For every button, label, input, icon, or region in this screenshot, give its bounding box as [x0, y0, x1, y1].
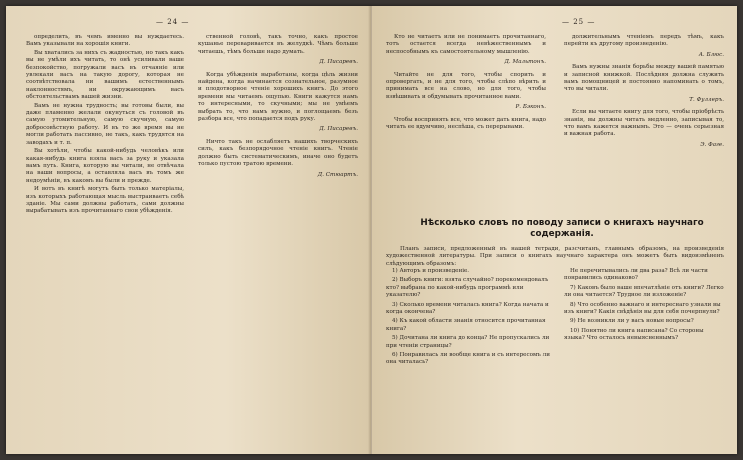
- quotation: ственной головѣ, такъ точно, какъ простое кушанье переваривается въ желудкѣ. Чѣмъ больше читаешь, тѣмъ больше надо думать.: [198, 34, 358, 55]
- quote-author: Д. Писаревъ.: [319, 59, 358, 66]
- quotation: Кто не читаетъ или не понимаетъ прочитаннаго, тотъ остается всегда невѣжественнымъ и неспособнымъ къ самостоятельному мышленію.: [386, 34, 546, 55]
- section-heading: Нѣсколько словъ по поводу записи о книгахъ научнаго содержанія.: [420, 218, 704, 239]
- list-item: 9) Не возникли ли у васъ новые вопросы?: [570, 318, 694, 325]
- quote-author: Д. Мальтонъ.: [504, 59, 546, 66]
- list-item: 2) Выборъ книги: взята случайно? порекомендовалъ кто? выбрана по какой-нибудь программѣ или указателю?: [386, 277, 549, 299]
- paragraph: И вотъ въ книгѣ могутъ быть только матеріалы, изъ которыхъ работающая мысль выстраиваетъ себѣ зданіе. Мы сами должны работать, сами должны вырабатывать изъ прочитаннаго свои убѣжденія.: [26, 186, 184, 215]
- quote-author: А. Блюс.: [698, 51, 724, 58]
- list-item: 5) Дочитана ли книга до конца? Не пропускались ли при чтеніи страницы?: [386, 335, 550, 349]
- quotation: Если вы читаете книгу для того, чтобы пріобрѣсть знанія, вы должны читать медленно, записывая то, что вамъ кажется важнымъ. Это — очень серьезная и важная работа.: [564, 109, 724, 138]
- question-list: [386, 268, 550, 369]
- paragraph: Вы хватались за нихъ съ жадностью, но такъ какъ вы не умѣли ихъ читать, то онѣ усиливали ваше безпокойство, погружали васъ въ отчаяніе или увлекали васъ на такую дорогу, которая не соотвѣтствовала ни вашимъ естественнымъ наклонностямъ, ни окружающимъ васъ обстоятельствамъ вашей жизни.: [26, 49, 184, 101]
- quote-author: Т. Фуллеръ.: [689, 96, 724, 103]
- quote-column: [386, 34, 546, 134]
- list-item: 6) Понравилась ли вообще книга и съ интересомъ ли она читалась?: [386, 352, 550, 366]
- page-number: — 24 —: [156, 18, 190, 26]
- intro-paragraph: [386, 246, 724, 268]
- quote-author: Э. Фаге.: [700, 141, 724, 148]
- page-number: — 25 —: [562, 18, 596, 26]
- quote-author: Р. Бэконъ.: [515, 104, 546, 111]
- paragraph: Вы хотѣли, чтобы какой-нибудь человѣкъ или какая-нибудь книга взяла васъ за руку и указала вамъ путь. Книга, которую вы читали, не отвѣчала на ваши вопросы, а оставляла васъ въ томъ же недоумѣніи, въ какомъ вы были и прежде.: [26, 148, 184, 184]
- list-item: 7) Каковъ было ваше впечатлѣніе отъ книги? Легко ли она читается? Трудное ли изложеніе?: [564, 284, 724, 299]
- quotation: должительнымъ чтеніемъ передъ тѣмъ, какъ перейти къ другому произведенію.: [564, 34, 724, 48]
- quotation: Читайте не для того, чтобы спорить и опровергать, и не для того, чтобы слѣпо вѣрить и принимать все на слово, но для того, чтобы взвѣшивать и обдумывать прочитанное вами.: [386, 71, 546, 100]
- quote-author: Д. Стюартъ.: [317, 171, 358, 178]
- quotation: Ничто такъ не ослабляетъ нашихъ творческихъ силъ, какъ безпорядочное чтеніе книгъ. Чтеніе должно быть систематическимъ, иначе оно будетъ только пустою тратою времени.: [198, 138, 358, 168]
- question-list: [564, 268, 724, 345]
- quote-author: Д. Писаревъ.: [319, 126, 358, 133]
- book-spread: [6, 6, 737, 454]
- quotation: Когда убѣжденія выработаны, когда цѣль жизни найдена, когда начинается сознательное, разумное и плодотворное чтеніе хорошихъ книгъ. До этого времени мы читаемъ ощупью. Книги кажутся намъ то интересными, то скучными; мы не умѣемъ выбрать то, что намъ нужно, и поглощаемъ безъ разбора все, что попадается подъ руку.: [198, 71, 358, 123]
- list-item: 3) Сколько времени читалась книга? Когда начата и когда окончена?: [386, 301, 549, 316]
- list-item: 4) Къ какой области знанія относится прочитанная книга?: [386, 318, 546, 332]
- quote-column: [198, 34, 358, 184]
- paragraph: Планъ записи, предложенный въ нашей тетради, разсчитанъ, главнымъ образомъ, на произведенія художественной литературы. При записи о книгахъ научнаго характера онъ можетъ быть видоизмѣненъ слѣдующимъ образомъ:: [386, 246, 724, 267]
- list-item: Не перечитывались ли два раза? Всѣ ли части понравились одинаково?: [564, 268, 708, 282]
- quotation: Вамъ нужны знанія борьбы между вашей памятью и записной книжкой. Послѣдняя должна служить вамъ помощницей и постоянно напоминать о томъ, что вы читали.: [564, 64, 724, 93]
- quotation: Чтобы воспринять все, что может дать книга, надо читать ее вдумчиво, неспѣша, съ перерывами.: [386, 116, 546, 131]
- right-page: [372, 6, 737, 454]
- paragraph: Вамъ не нужна трудность; вы готовы были, вы даже пламенно желали окунуться съ головой въ самую утомительную, самую скучную, самую добросовѣстную работу. И въ то же время вы не могли работать пассивно, не такъ, какъ трудятся на заводахъ и т. п.: [26, 102, 184, 146]
- quote-column: [564, 34, 724, 154]
- paragraph: определить, въ чемъ именно вы нуждаетесь. Вамъ указывали на хорошія книги.: [26, 34, 184, 48]
- list-item: 10) Понятно ли книга написана? Со стороны языка? Что осталось невыясненнымъ?: [564, 327, 704, 342]
- left-page: [6, 6, 371, 454]
- list-item: 1) Авторъ и произведеніе.: [392, 268, 470, 274]
- text-column: [26, 34, 184, 217]
- list-item: 8) Что особенно важнаго и интереснаго узнали вы изъ книги? Какія свѣдѣнія вы для себя почерпнули?: [564, 301, 721, 316]
